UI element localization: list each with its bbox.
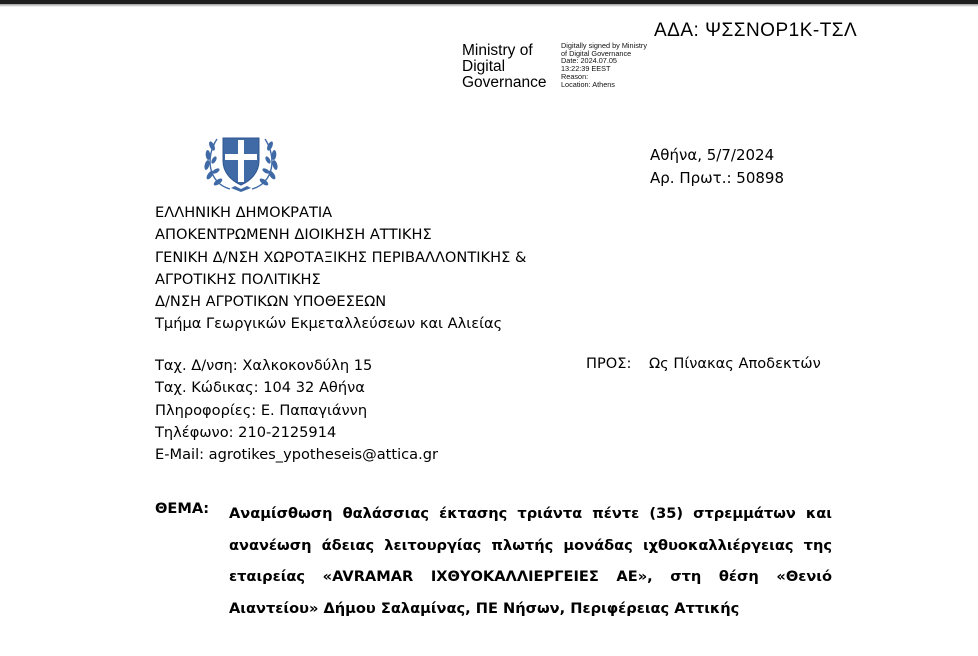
signature-org-line: Ministry of bbox=[462, 42, 533, 59]
signature-org-line: Governance bbox=[462, 74, 547, 91]
letterhead-line: ΕΛΛΗΝΙΚΗ ΔΗΜΟΚΡΑΤΙΑ bbox=[155, 204, 333, 221]
contact-email: E-Mail: agrotikes_ypotheseis@attica.gr bbox=[155, 446, 439, 464]
signature-detail-line: of Digital Governance bbox=[561, 48, 632, 58]
date-protocol-block bbox=[650, 144, 784, 190]
signature-detail-line: Digitally signed by Ministry bbox=[561, 41, 647, 50]
contact-block bbox=[155, 355, 438, 466]
signature-detail-line: 13:22:39 EEST bbox=[561, 64, 611, 74]
contact-info-person: Πληροφορίες: Ε. Παπαγιάννη bbox=[155, 401, 368, 419]
viewer-top-shadow bbox=[0, 4, 978, 7]
signature-detail-line: Reason: bbox=[561, 71, 589, 81]
protocol-number: Αρ. Πρωτ.: 50898 bbox=[650, 169, 785, 187]
subject-label: ΘΕΜΑ: bbox=[155, 500, 210, 517]
letterhead-line: ΓΕΝΙΚΗ Δ/ΝΣΗ ΧΩΡΟΤΑΞΙΚΗΣ ΠΕΡΙΒΑΛΛΟΝΤΙΚΗΣ & bbox=[155, 248, 527, 266]
letterhead-line: ΑΓΡΟΤΙΚΗΣ ΠΟΛΙΤΙΚΗΣ bbox=[155, 270, 321, 288]
contact-postal-code: Ταχ. Κώδικας: 104 32 Αθήνα bbox=[155, 379, 365, 397]
greek-coat-of-arms-icon bbox=[202, 131, 280, 193]
letterhead bbox=[155, 202, 526, 336]
signature-detail-line: Location: Athens bbox=[561, 79, 615, 89]
signature-organization[interactable] bbox=[462, 43, 546, 91]
subject-text: Αναμίσθωση θαλάσσιας έκτασης τριάντα πέντε (35) στρεμμάτων και ανανέωση άδειας λειτουργίας πλωτής μονάδας ιχθυοκαλλιέργειας της εταιρείας «AVRAMAR ΙΧΘΥΟΚΑΛΛΙΕΡΓΕΙΕΣ ΑΕ», στη θέση «Θενιό Αιαντείου» Δήμου Σαλαμίνας, ΠΕ Νήσων, Περιφέρειας Αττικής bbox=[229, 505, 832, 617]
ada-code: ΑΔΑ: ΨΣΣΝΟΡ1Κ-ΤΣΛ bbox=[654, 20, 858, 41]
recipient-value: Ως Πίνακας Αποδεκτών bbox=[649, 355, 821, 372]
letterhead-line: ΑΠΟΚΕΝΤΡΩΜΕΝΗ ΔΙΟΙΚΗΣΗ ΑΤΤΙΚΗΣ bbox=[155, 226, 432, 244]
contact-address: Ταχ. Δ/νση: Χαλκοκονδύλη 15 bbox=[155, 357, 373, 374]
letterhead-line: Δ/ΝΣΗ ΑΓΡΟΤΙΚΩΝ ΥΠΟΘΕΣΕΩΝ bbox=[155, 293, 387, 311]
document-date: Αθήνα, 5/7/2024 bbox=[650, 146, 775, 164]
signature-detail-line: Date: 2024.07.05 bbox=[561, 56, 617, 66]
signature-details[interactable] bbox=[561, 42, 647, 88]
contact-phone: Τηλέφωνο: 210-2125914 bbox=[155, 423, 337, 441]
signature-org-line: Digital bbox=[462, 58, 506, 75]
letterhead-line: Τμήμα Γεωργικών Εκμεταλλεύσεων και Αλιείας bbox=[155, 315, 503, 333]
recipient-label: ΠΡΟΣ: bbox=[586, 355, 632, 372]
